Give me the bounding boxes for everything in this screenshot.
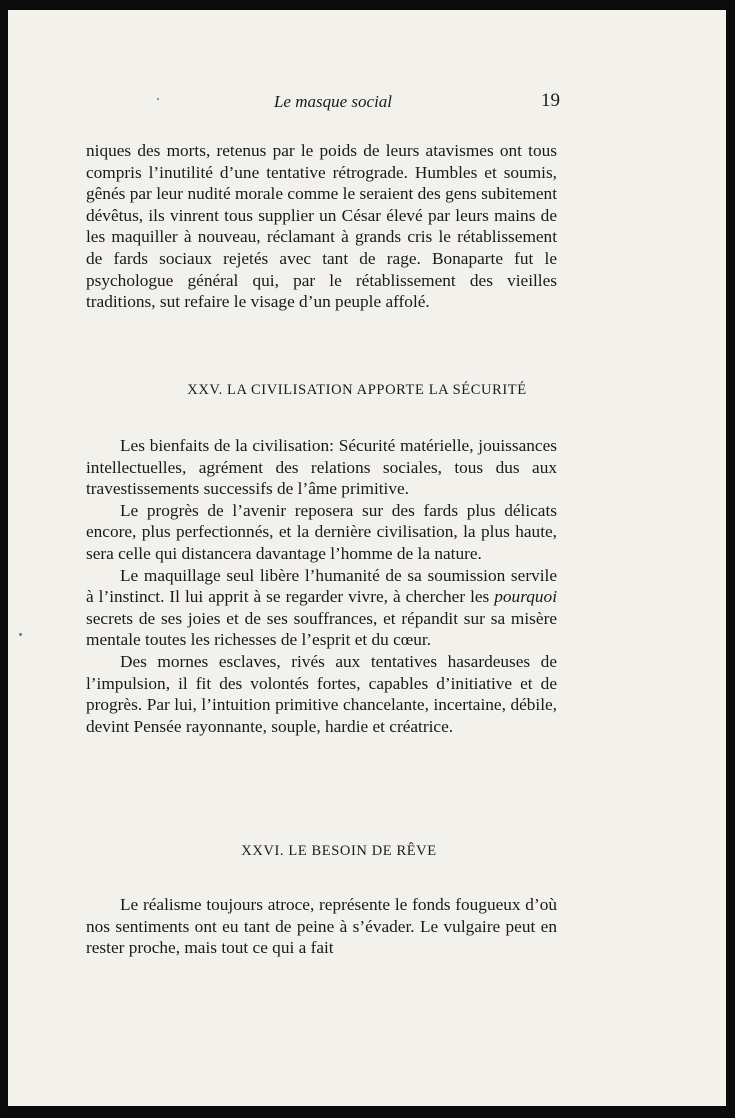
paragraph: Le progrès de l’avenir reposera sur des fards plus délicats encore, plus perfectionnés, et la dernière civilisation, la plus haute, sera celle qui distancera davantage l’homme de la nature.	[86, 500, 557, 563]
paragraph-text: Le maquillage seul libère l’humanité de sa soumission servile à l’instinct. Il lui apprit à se regarder vivre, à chercher les	[86, 565, 557, 607]
paragraph: Les bienfaits de la civilisation: Sécurité matérielle, jouissances intellectuelles, agrément des relations sociales, tous dus aux travestissements successifs de l’âme primitive.	[86, 436, 557, 499]
paragraph	[86, 565, 557, 651]
paragraph: Des mornes esclaves, rivés aux tentatives hasardeuses de l’impulsion, il fit des volontés fortes, capables d’initiative et de progrès. Par lui, l’intuition primitive chancelante, incertaine, débile, devint Pensée rayonnante, souple, hardie et créatrice.	[86, 651, 557, 736]
paragraph-text: secrets de ses joies et de ses souffrances, et répandit sur sa misère mentale toutes les richesses de l’esprit et du cœur.	[86, 608, 557, 650]
section-xxvi-body	[86, 894, 557, 959]
section-xxv-body	[86, 435, 557, 737]
section-heading-xxv: XXV. LA CIVILISATION APPORTE LA SÉCURITÉ	[187, 382, 527, 398]
paragraph: Le réalisme toujours atroce, représente le fonds fougueux d’où nos sentiments ont eu tant de peine à s’évader. Le vulgaire peut en rester proche, mais tout ce qui a fait	[86, 895, 557, 958]
running-title: Le masque social	[273, 92, 393, 111]
section-heading-xxvi: XXVI. LE BESOIN DE RÊVE	[241, 843, 437, 859]
page-number: 19	[541, 90, 560, 111]
paragraph: niques des morts, retenus par le poids de leurs atavismes ont tous compris l’inutilité d’une tentative rétrograde. Humbles et soumis, gênés par leur nudité morale comme le seraient des gens subitement dévêtus, ils vinrent tous supplier un César élevé par leurs mains de les maquiller à nouveau, réclamant à grands cris le rétablissement de fards sociaux rejetés avec tant de rage. Bonaparte fut le psychologue général qui, par le rétablissement des vieilles traditions, sut refaire le visage d’un peuple affolé.	[86, 141, 557, 312]
emphasized-word: pourquoi	[494, 587, 557, 607]
paper-speck	[157, 98, 159, 100]
running-head	[8, 90, 726, 114]
book-page	[8, 10, 726, 1106]
continued-text-block	[86, 140, 557, 313]
paper-speck	[19, 633, 22, 636]
